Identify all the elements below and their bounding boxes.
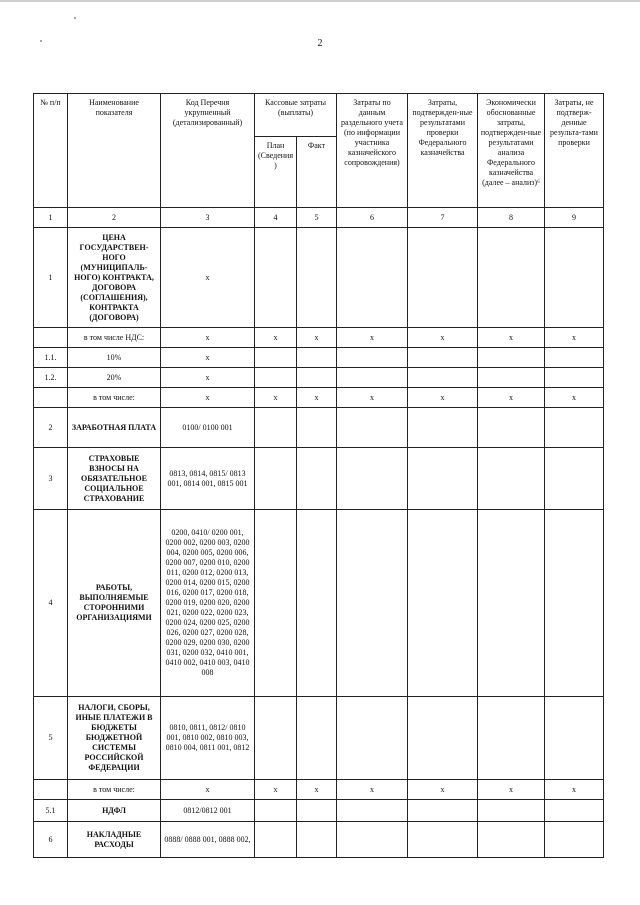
table-row — [34, 328, 604, 348]
colnum: 1 — [34, 208, 68, 228]
header-num: № п/п — [34, 94, 68, 208]
header-cash: Кассовые затраты (выплаты) — [255, 94, 337, 137]
empty-cell — [297, 448, 337, 510]
empty-cell — [337, 368, 408, 388]
colnum: 7 — [408, 208, 478, 228]
empty-cell — [545, 228, 604, 328]
cell-mark: x — [545, 328, 604, 348]
header-confirmed: Затраты, подтвержден-ные результатами проверки Федерального казначейства — [408, 94, 478, 208]
row-code: x — [161, 228, 255, 328]
colnum: 5 — [297, 208, 337, 228]
empty-cell — [297, 510, 337, 697]
cell-mark: x — [408, 328, 478, 348]
row-number: 2 — [34, 408, 68, 448]
row-name: СТРАХОВЫЕ ВЗНОСЫ НА ОБЯЗАТЕЛЬНОЕ СОЦИАЛЬНОЕ СТРАХОВАНИЕ — [68, 448, 161, 510]
scan-speck — [74, 17, 76, 19]
colnum: 2 — [68, 208, 161, 228]
empty-cell — [337, 348, 408, 368]
row-number — [34, 388, 68, 408]
empty-cell — [297, 228, 337, 328]
row-name: НАКЛАДНЫЕ РАСХОДЫ — [68, 822, 161, 858]
row-code: 0100/ 0100 001 — [161, 408, 255, 448]
table-row — [34, 510, 604, 697]
empty-cell — [337, 448, 408, 510]
empty-cell — [545, 697, 604, 780]
empty-cell — [478, 510, 545, 697]
row-number: 6 — [34, 822, 68, 858]
empty-cell — [408, 368, 478, 388]
cell-mark: x — [297, 388, 337, 408]
cell-mark: x — [478, 388, 545, 408]
row-code: 0888/ 0888 001, 0888 002, — [161, 822, 255, 858]
table-row — [34, 800, 604, 822]
cell-mark: x — [255, 780, 297, 800]
cell-mark: x — [478, 780, 545, 800]
row-code: x — [161, 780, 255, 800]
row-name: 10% — [68, 348, 161, 368]
empty-cell — [478, 408, 545, 448]
table-row — [34, 228, 604, 328]
empty-cell — [545, 822, 604, 858]
row-name: РАБОТЫ, ВЫПОЛНЯЕМЫЕ СТОРОННИМИ ОРГАНИЗАЦИЯМИ — [68, 510, 161, 697]
row-number: 3 — [34, 448, 68, 510]
row-number: 1.2. — [34, 368, 68, 388]
empty-cell — [337, 697, 408, 780]
empty-cell — [478, 800, 545, 822]
empty-cell — [408, 822, 478, 858]
cell-mark: x — [297, 328, 337, 348]
colnum: 9 — [545, 208, 604, 228]
cell-mark: x — [408, 780, 478, 800]
empty-cell — [255, 228, 297, 328]
empty-cell — [478, 697, 545, 780]
row-code: x — [161, 328, 255, 348]
header-row — [34, 94, 604, 137]
table-row — [34, 388, 604, 408]
colnum: 4 — [255, 208, 297, 228]
cell-mark: x — [545, 780, 604, 800]
table-row — [34, 822, 604, 858]
colnum: 6 — [337, 208, 408, 228]
cell-mark: x — [337, 780, 408, 800]
empty-cell — [297, 348, 337, 368]
row-name: в том числе: — [68, 780, 161, 800]
empty-cell — [255, 800, 297, 822]
empty-cell — [255, 697, 297, 780]
row-number — [34, 780, 68, 800]
table-row — [34, 448, 604, 510]
cell-mark: x — [255, 388, 297, 408]
empty-cell — [297, 697, 337, 780]
empty-cell — [297, 800, 337, 822]
empty-cell — [478, 368, 545, 388]
empty-cell — [408, 448, 478, 510]
row-number: 4 — [34, 510, 68, 697]
row-number: 1.1. — [34, 348, 68, 368]
empty-cell — [255, 368, 297, 388]
empty-cell — [337, 228, 408, 328]
empty-cell — [255, 510, 297, 697]
row-code: x — [161, 368, 255, 388]
empty-cell — [337, 800, 408, 822]
page-number: 2 — [317, 38, 323, 49]
empty-cell — [255, 448, 297, 510]
row-number — [34, 328, 68, 348]
table-row — [34, 697, 604, 780]
empty-cell — [478, 822, 545, 858]
cell-mark: x — [337, 328, 408, 348]
row-code: x — [161, 388, 255, 408]
empty-cell — [478, 228, 545, 328]
row-number: 5.1 — [34, 800, 68, 822]
colnum: 8 — [478, 208, 545, 228]
row-code: 0813, 0814, 0815/ 0813 001, 0814 001, 0815 001 — [161, 448, 255, 510]
empty-cell — [408, 697, 478, 780]
table-row — [34, 780, 604, 800]
empty-cell — [545, 408, 604, 448]
row-code: 0810, 0811, 0812/ 0810 001, 0810 002, 0810 003, 0810 004, 0811 001, 0812 — [161, 697, 255, 780]
header-economic: Экономически обоснованные затраты, подтвержден-ные результатами анализа Федерального казначейства (далее – анализ)⁶ — [478, 94, 545, 208]
cell-mark: x — [478, 328, 545, 348]
empty-cell — [337, 408, 408, 448]
table-row — [34, 368, 604, 388]
column-number-row — [34, 208, 604, 228]
empty-cell — [255, 348, 297, 368]
empty-cell — [408, 348, 478, 368]
header-name: Наименование показателя — [68, 94, 161, 208]
empty-cell — [297, 368, 337, 388]
cell-mark: x — [297, 780, 337, 800]
empty-cell — [297, 408, 337, 448]
cell-mark: x — [337, 388, 408, 408]
row-number: 1 — [34, 228, 68, 328]
row-name: НДФЛ — [68, 800, 161, 822]
empty-cell — [337, 510, 408, 697]
colnum: 3 — [161, 208, 255, 228]
header-plan: План (Сведения) — [255, 137, 297, 208]
empty-cell — [408, 408, 478, 448]
empty-cell — [408, 510, 478, 697]
empty-cell — [545, 368, 604, 388]
empty-cell — [478, 348, 545, 368]
row-code: x — [161, 348, 255, 368]
row-name: ЗАРАБОТНАЯ ПЛАТА — [68, 408, 161, 448]
header-unconfirmed: Затраты, не подтверж-денные результа-тами проверки — [545, 94, 604, 208]
row-name: в том числе НДС: — [68, 328, 161, 348]
row-number: 5 — [34, 697, 68, 780]
empty-cell — [478, 448, 545, 510]
empty-cell — [545, 348, 604, 368]
empty-cell — [408, 800, 478, 822]
row-code: 0812/0812 001 — [161, 800, 255, 822]
empty-cell — [297, 822, 337, 858]
empty-cell — [255, 408, 297, 448]
empty-cell — [545, 800, 604, 822]
header-fact: Факт — [297, 137, 337, 208]
cell-mark: x — [408, 388, 478, 408]
header-code: Код Перечня укрупненный (детализированный) — [161, 94, 255, 208]
row-name: НАЛОГИ, СБОРЫ, ИНЫЕ ПЛАТЕЖИ В БЮДЖЕТЫ БЮДЖЕТНОЙ СИСТЕМЫ РОССИЙСКОЙ ФЕДЕРАЦИИ — [68, 697, 161, 780]
empty-cell — [408, 228, 478, 328]
cell-mark: x — [255, 328, 297, 348]
row-name: в том числе: — [68, 388, 161, 408]
cell-mark: x — [545, 388, 604, 408]
scan-edge-line — [0, 0, 640, 2]
row-name: 20% — [68, 368, 161, 388]
expense-table — [33, 93, 604, 858]
empty-cell — [545, 448, 604, 510]
empty-cell — [545, 510, 604, 697]
table-row — [34, 348, 604, 368]
table-row — [34, 408, 604, 448]
empty-cell — [255, 822, 297, 858]
row-code: 0200, 0410/ 0200 001, 0200 002, 0200 003, 0200 004, 0200 005, 0200 006, 0200 007, 0200 010, 0200 011, 0200 012, 0200 013, 0200 014, 0200 015, 0200 016, 0200 017, 0200 018, 0200 019, 0200 020, 0200 021, 0200 022, 0200 023, 0200 024, 0200 025, 0200 026, 0200 027, 0200 028, 0200 029, 0200 030, 0200 031, 0200 032, 0410 001, 0410 002, 0410 003, 0410 008 — [161, 510, 255, 697]
empty-cell — [337, 822, 408, 858]
header-separate-accounting: Затраты по данным раздельного учета (по информации участника казначейского сопровождения) — [337, 94, 408, 208]
row-name: ЦЕНА ГОСУДАРСТВЕН-НОГО (МУНИЦИПАЛЬ-НОГО) КОНТРАКТА, ДОГОВОРА (СОГЛАШЕНИЯ), КОНТРАКТА (ДОГОВОРА) — [68, 228, 161, 328]
